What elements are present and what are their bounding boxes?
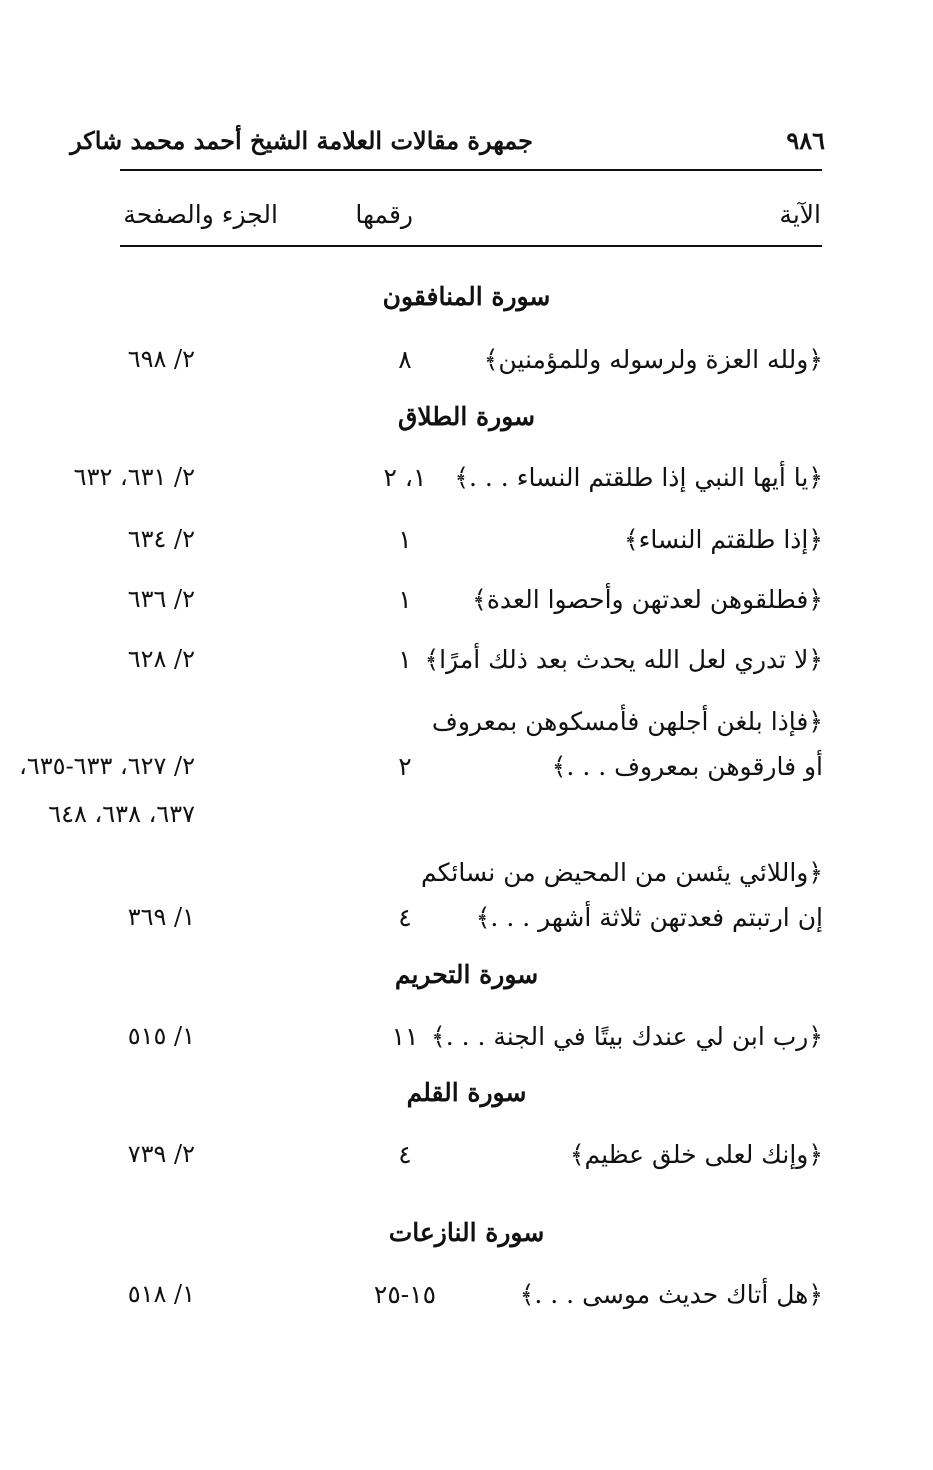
verse-number: ٨ xyxy=(398,345,412,374)
volume-page-ref: ١/ ٥١٨ xyxy=(127,1280,195,1308)
verse-text: ﴿فطلقوهن لعدتهن وأحصوا العدة﴾ xyxy=(472,585,823,614)
verse-text: إن ارتبتم فعدتهن ثلاثة أشهر . . .﴾ xyxy=(475,903,823,932)
column-header-number: رقمها xyxy=(355,200,413,229)
volume-page-ref: ١/ ٣٦٩ xyxy=(127,903,195,931)
column-header-volume-page: الجزء والصفحة xyxy=(123,200,278,229)
verse-number: ١ xyxy=(398,525,412,554)
verse-text: ﴿لا تدري لعل الله يحدث بعد ذلك أمرًا﴾ xyxy=(424,645,823,674)
volume-page-ref: ٢/ ٦٢٧، ٦٣٣-٦٣٥، xyxy=(19,752,195,780)
surah-heading: سورة النازعات xyxy=(388,1218,545,1247)
verse-text: ﴿يا أيها النبي إذا طلقتم النساء . . .﴾ xyxy=(454,463,823,492)
verse-number: ١ xyxy=(398,645,412,674)
volume-page-ref: ٢/ ٦٢٨ xyxy=(127,645,195,673)
verse-number: ١، ٢ xyxy=(383,463,427,492)
running-title: جمهرة مقالات العلامة الشيخ أحمد محمد شاكر xyxy=(70,126,533,155)
volume-page-ref: ٢/ ٦٩٨ xyxy=(127,345,195,373)
verse-text: ﴿ولله العزة ولرسوله وللمؤمنين﴾ xyxy=(483,345,823,374)
header-rule xyxy=(120,169,822,171)
surah-heading: سورة التحريم xyxy=(394,960,539,989)
verse-text: ﴿هل أتاك حديث موسى . . .﴾ xyxy=(519,1280,823,1309)
volume-page-ref: ٢/ ٧٣٩ xyxy=(127,1140,195,1168)
verse-number: ٤ xyxy=(398,903,412,932)
verse-text: ﴿واللائي يئسن من المحيض من نسائكم xyxy=(420,858,823,887)
column-header-rule xyxy=(120,245,822,247)
verse-text: ﴿رب ابن لي عندك بيتًا في الجنة . . .﴾ xyxy=(431,1022,823,1051)
column-header-verse: الآية xyxy=(779,200,821,229)
verse-number: ٢ xyxy=(398,752,412,781)
verse-text: أو فارقوهن بمعروف . . .﴾ xyxy=(551,752,823,781)
volume-page-ref: ٢/ ٦٣٦ xyxy=(127,585,195,613)
verse-text: ﴿وإنك لعلى خلق عظيم﴾ xyxy=(569,1140,823,1169)
surah-heading: سورة الطلاق xyxy=(397,402,536,431)
volume-page-ref: ١/ ٥١٥ xyxy=(127,1022,195,1050)
surah-heading: سورة القلم xyxy=(406,1078,527,1107)
verse-number: ١١ xyxy=(391,1022,419,1051)
verse-number: ١٥-٢٥ xyxy=(373,1280,437,1309)
verse-number: ١ xyxy=(398,585,412,614)
surah-heading: سورة المنافقون xyxy=(382,282,551,311)
verse-text: ﴿فإذا بلغن أجلهن فأمسكوهن بمعروف xyxy=(431,707,823,736)
volume-page-ref: ٦٣٧، ٦٣٨، ٦٤٨ xyxy=(48,800,195,828)
verse-text: ﴿إذا طلقتم النساء﴾ xyxy=(624,525,823,554)
page-number: ٩٨٦ xyxy=(786,126,825,155)
volume-page-ref: ٢/ ٦٣٤ xyxy=(127,525,195,553)
volume-page-ref: ٢/ ٦٣١، ٦٣٢ xyxy=(73,463,195,491)
verse-number: ٤ xyxy=(398,1140,412,1169)
